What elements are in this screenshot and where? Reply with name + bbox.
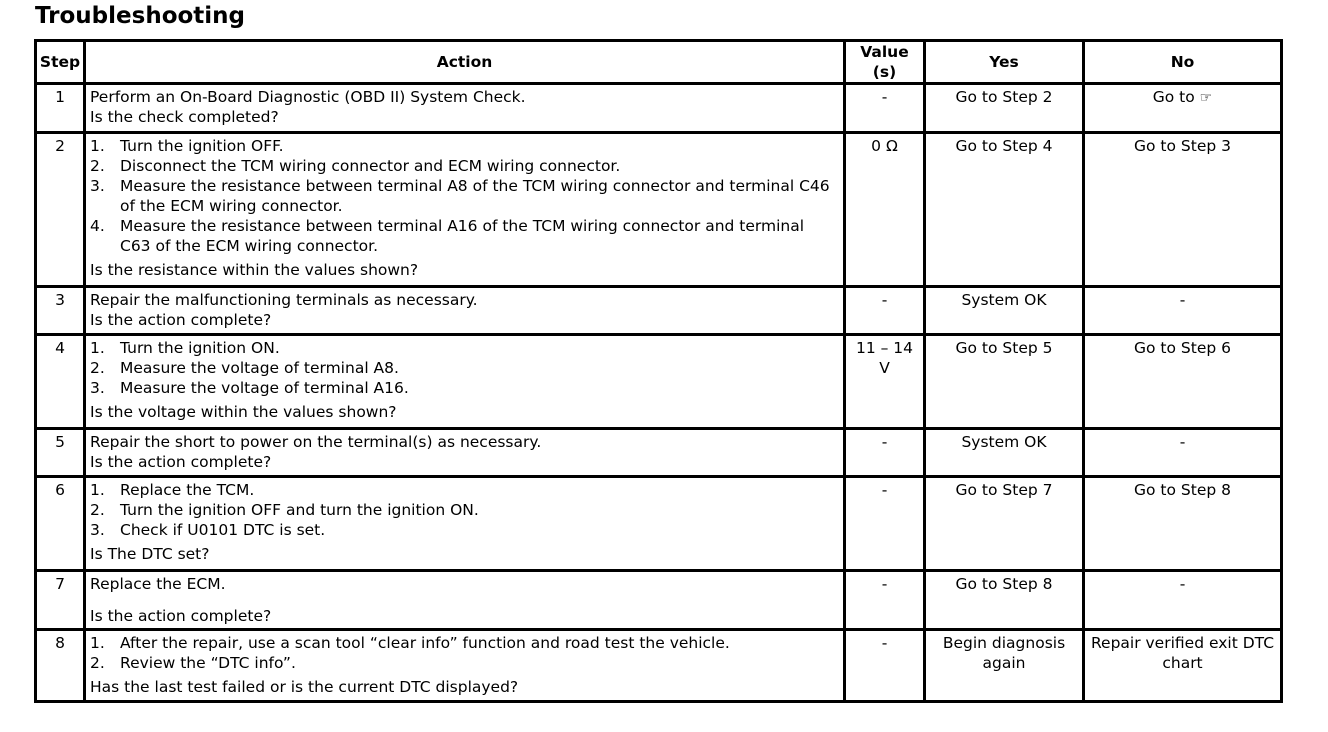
table-row [36,287,1282,335]
action-cell [85,84,845,133]
action-step-item: 2. Disconnect the TCM wiring connector and ECM wiring connector. [90,157,621,175]
no-cell: - [1084,571,1282,630]
yes-cell: Go to Step 4 [925,133,1084,287]
action-cell [85,133,845,287]
action-step-item: 1. After the repair, use a scan tool “clear info” function and road test the vehicle. [90,634,730,652]
action-cell [85,335,845,429]
action-cell [85,477,845,571]
action-cell [85,429,845,477]
table-row [36,630,1282,702]
hand-pointer-icon[interactable]: ☞ [1199,89,1213,106]
table-row [36,84,1282,133]
action-question: Is the action complete? [90,453,272,471]
step-number: 2 [36,133,85,287]
header-action: Action [85,41,845,84]
yes-cell: System OK [925,287,1084,335]
action-steps [90,338,839,398]
action-steps [90,633,839,673]
table-row [36,429,1282,477]
table-row [36,335,1282,429]
no-cell [1084,84,1282,133]
value-cell: - [845,630,925,702]
value-cell: - [845,287,925,335]
step-number: 4 [36,335,85,429]
yes-cell: Go to Step 5 [925,335,1084,429]
action-question: Has the last test failed or is the current DTC displayed? [90,678,519,696]
action-intro: Repair the short to power on the terminal(s) as necessary. [90,433,542,451]
no-cell: Go to Step 8 [1084,477,1282,571]
action-step-item: 1. Turn the ignition ON. [90,339,280,357]
header-yes: Yes [925,41,1084,84]
no-link-text[interactable]: Go to [1152,88,1195,106]
step-number: 8 [36,630,85,702]
action-question: Is the action complete? [90,607,272,625]
yes-cell: System OK [925,429,1084,477]
action-cell [85,287,845,335]
action-step-item: 2. Measure the voltage of terminal A8. [90,359,399,377]
step-number: 3 [36,287,85,335]
no-cell: Go to Step 3 [1084,133,1282,287]
action-question: Is the resistance within the values shown? [90,261,419,279]
action-cell [85,571,845,630]
action-step-item: 2. Turn the ignition OFF and turn the ignition ON. [90,501,479,519]
yes-cell: Go to Step 2 [925,84,1084,133]
value-cell: 0 Ω [845,133,925,287]
value-cell: - [845,84,925,133]
yes-cell: Begin diagnosis again [925,630,1084,702]
step-number: 7 [36,571,85,630]
no-cell: Repair verified exit DTC chart [1084,630,1282,702]
table-row [36,477,1282,571]
step-number: 6 [36,477,85,571]
step-number: 1 [36,84,85,133]
action-question: Is the check completed? [90,108,279,126]
step-number: 5 [36,429,85,477]
table-row [36,571,1282,630]
action-intro: Replace the ECM. [90,575,226,593]
action-question: Is The DTC set? [90,545,210,563]
yes-cell: Go to Step 8 [925,571,1084,630]
action-step-item: 3. Measure the resistance between terminal A8 of the TCM wiring connector and terminal C46 of the ECM wiring connector. [90,177,830,215]
action-intro: Perform an On-Board Diagnostic (OBD II) System Check. [90,88,526,106]
page-title: Troubleshooting [35,3,246,29]
value-cell: 11 – 14 V [845,335,925,429]
header-value: Value (s) [845,41,925,84]
action-question: Is the action complete? [90,311,272,329]
no-cell: - [1084,429,1282,477]
no-cell: Go to Step 6 [1084,335,1282,429]
troubleshooting-table [34,39,1283,703]
action-cell [85,630,845,702]
action-step-item: 1. Replace the TCM. [90,481,255,499]
action-step-item: 3. Check if U0101 DTC is set. [90,521,326,539]
action-step-item: 2. Review the “DTC info”. [90,654,296,672]
table-header-row [36,41,1282,84]
table-row [36,133,1282,287]
value-cell: - [845,429,925,477]
header-no: No [1084,41,1282,84]
action-question: Is the voltage within the values shown? [90,403,397,421]
value-cell: - [845,477,925,571]
value-cell: - [845,571,925,630]
action-step-item: 4. Measure the resistance between terminal A16 of the TCM wiring connector and terminal C63 of the ECM wiring connector. [90,217,805,255]
yes-cell: Go to Step 7 [925,477,1084,571]
header-step: Step [36,41,85,84]
action-intro: Repair the malfunctioning terminals as necessary. [90,291,478,309]
no-cell: - [1084,287,1282,335]
action-steps [90,136,839,256]
action-step-item: 3. Measure the voltage of terminal A16. [90,379,409,397]
action-step-item: 1. Turn the ignition OFF. [90,137,284,155]
action-steps [90,480,839,540]
